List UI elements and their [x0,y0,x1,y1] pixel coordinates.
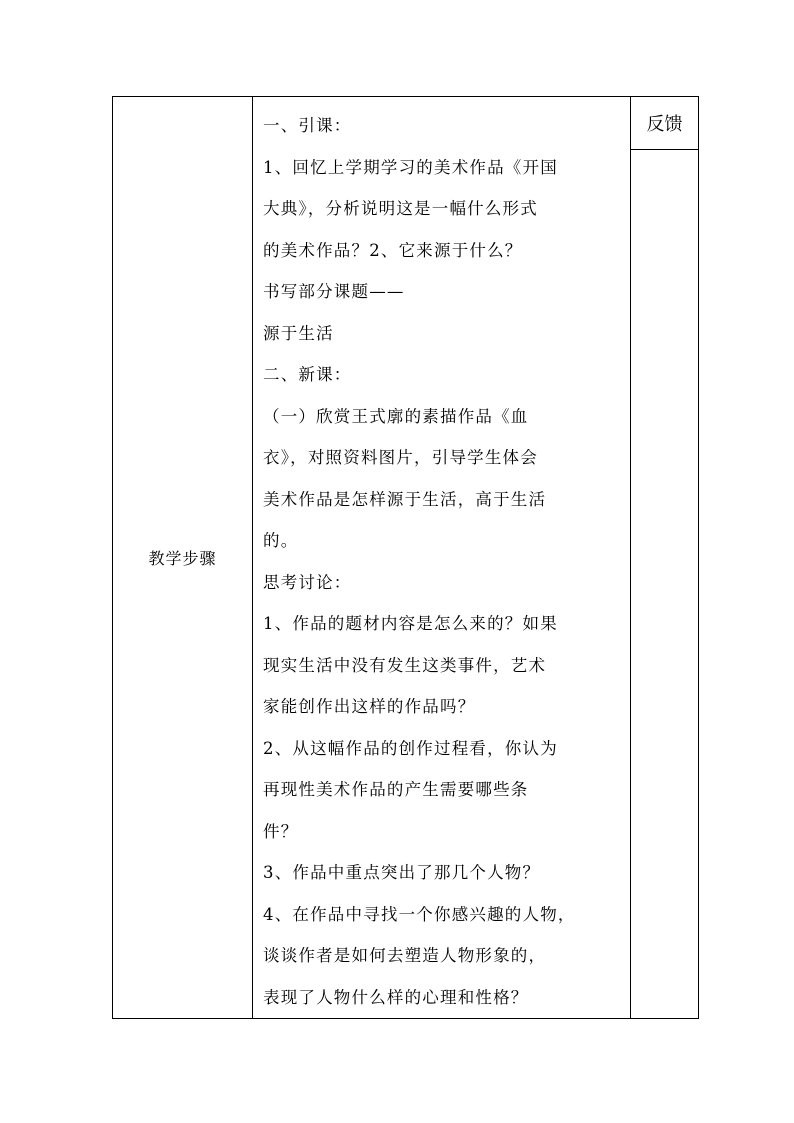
feedback-cell [631,97,699,1019]
content-line: 家能创作出这样的作品吗？ [263,697,476,716]
content-line: 件？ [263,821,299,841]
content-line: 二、新课： [263,365,352,384]
table-row [113,97,699,1019]
content-line: 一、引课： [263,116,352,135]
content-line: 现实生活中没有发生这类事件，艺术 [263,655,547,675]
content-line: 表现了人物什么样的心理和性格？ [263,987,529,1007]
content-line: 2、从这幅作品的创作过程看，你认为 [263,738,558,758]
teaching-content-cell [253,97,631,1019]
content-line: （一）欣赏王式廓的素描作品《血 [263,406,529,426]
lesson-plan-table [112,96,699,1019]
content-line: 谈谈作者是如何去塑造人物形象的， [263,946,547,965]
feedback-header: 反馈 [631,97,698,150]
content-line: 再现性美术作品的产生需要哪些条 [263,780,529,799]
content-line: 美术作品是怎样源于生活，高于生活 [263,489,547,509]
content-line: 1、回忆上学期学习的美术作品《开国 [263,157,558,177]
content-line: 大典》，分析说明这是一幅什么形式 [263,199,538,218]
content-line: 衣》，对照资料图片，引导学生体会 [263,448,538,467]
content-lines [263,105,622,1018]
content-line: 3、作品中重点突出了那几个人物？ [263,863,541,882]
content-line: 1、作品的题材内容是怎么来的？如果 [263,614,558,633]
content-line: 的美术作品？2、它来源于什么？ [263,240,523,260]
content-line: 思考讨论： [263,572,352,592]
content-line: 4、在作品中寻找一个你感兴趣的人物， [263,904,576,924]
content-line: 书写部分课题—— [263,282,405,301]
content-line: 源于生活 [263,323,334,343]
content-line: 的。 [263,531,299,550]
teaching-steps-label: 教学步骤 [113,97,253,1019]
